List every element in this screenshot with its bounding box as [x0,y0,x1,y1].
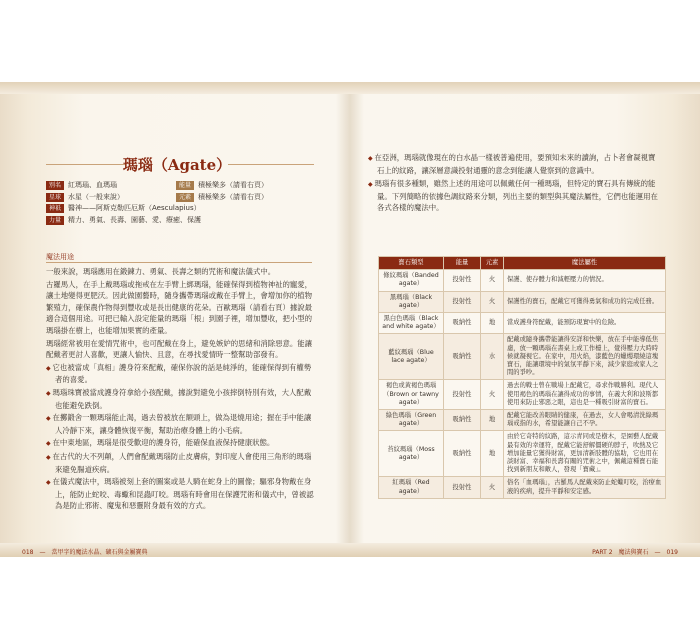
table-cell: 投射性 [444,270,481,291]
table-cell: 投射性 [444,477,481,498]
table-cell: 保護、使存體力和減輕壓力的情況。 [504,270,666,291]
table-cell: 投射性 [444,380,481,410]
table-row [379,291,666,312]
table-row [379,334,666,380]
right-body-text [368,152,660,216]
agate-types-table [378,256,666,499]
table-cell: 條紋瑪瑙（Banded agate） [379,270,444,291]
meta-value: 積極樂多（請看右頁） [198,192,269,201]
paragraph: ◆ 在儀式魔法中，瑪瑙被刻上套的圖案或是人騎在蛇身上的圖像；驅邪身物戴在身上，能防止蛇咬、毒蠍和昆蟲叮咬。瑪瑙有時會用在保護咒術和儀式中，曾被認為是防止邪術、魔鬼和惡靈附身最有效的方式。 [46,476,314,512]
meta-tag: 別名 [46,181,64,190]
table-cell: 黑瑪瑙（Black agate） [379,291,444,312]
paragraph: ◆ 瑪瑙有很多種類，雖然上述的用途可以佩戴任何一種瑪瑙，但特定的寶石具有傳統的能量。下列簡略的依據色調紋路來分類，列出主要的類型與其魔法屬性，它們也能運用在各式各樣的魔法中。 [368,178,660,214]
stone-meta [46,180,316,226]
table-row [379,477,666,498]
table-cell: 褐色或黃褐色瑪瑙（Brown or tawny agate） [379,380,444,410]
meta-value: 醫神——阿斯克勒匹厄斯（Aesculapius） [68,204,201,212]
paragraph: ◆ 它也被當成「真相」護身符來配戴，確保你說的話是純淨的，能確保得到有權勢者的喜愛。 [46,362,314,386]
meta-tag: 元素 [176,193,194,202]
table-header-cell: 元素 [481,257,504,270]
left-footer: 018 — 當甲字的魔法水晶、礦石與金屬寶典 [22,549,148,556]
paragraph: 古羅馬人，在手上戴瑪瑙或拖戒在左手臂上綁瑪瑙，能確保得到植物神祉的寵愛，讓土地變得更肥沃。因此做園藝時，隨身攜帶瑪瑙或戴在手臂上，會增加你的植物繁殖力，確保農作物得到豐收或是長出健康的花朵。百歐瑪瑙（請看右頁）據說最適合這個用途。可把已輸入設定能量的瑪瑙「根」到園子裡，增加豐收，把小型的瑪瑙掛在樹上，也能增加果實的產量。 [46,279,313,335]
meta-value: 積極樂多（請看右頁） [198,181,269,189]
table-header-row [379,257,666,270]
table-header-cell: 魔法屬性 [504,257,666,270]
table-row [379,270,666,291]
table-cell: 投射性 [444,291,481,312]
meta-value: 紅瑪瑙、血瑪瑙 [68,181,118,189]
right-footer: PART 2 魔法與寶石 — 019 [592,549,678,556]
table-cell: 水 [481,334,504,380]
paragraph: 瑪瑙經常被用在愛情咒術中，也可配戴在身上，避免嫉妒的思緒和消除惡意。能讓配戴者更討人喜歡，更讓人愉快、且意，在尋找愛情時一整幫助部發有。 [46,338,313,360]
table-cell: 吸納性 [444,431,481,477]
table-cell: 藍紋瑪瑙（Blue lace agate） [379,334,444,380]
meta-value: 精力、勇氣、長壽、園藝、愛、療癒、保護 [68,215,202,224]
table-cell: 吸納性 [444,334,481,380]
table-header-cell: 能量 [444,257,481,270]
paragraph: ◆ 在古代的大不列顛，人們會配戴瑪瑙防止皮膚病，對印度人會使用三角形的瑪瑙來避免腸道疾病。 [46,451,314,475]
table-cell: 吸納性 [444,313,481,334]
table-cell: 火 [481,477,504,498]
table-cell: 苔紋瑪瑙（Moss agate） [379,431,444,477]
paragraph: ◆ 在中東地區，瑪瑙是很受歡迎的護身符，能確保血液保持健康狀態。 [46,437,314,450]
section-rule [46,262,312,263]
page-title: 瑪瑙（Agate） [122,156,232,174]
table-cell: 配戴或隨身攜帶能讓得安詳和快樂，放在手中能導低焦慮，放一顆瑪瑙在書桌上或工作檯上，覺得壓力大時時候就凝視它。在家中，用火焰，漆藍色的蠟燭環繞這塊寶石，能讓環境中的氣氛平靜下來，減少家庭或家人之間的爭吵。 [504,334,666,380]
meta-row [46,180,316,192]
paragraph: ◆ 在亞洲，瑪瑙就像現在的白水晶一樣被普遍使用，要預知未來的讀詢，占卜者會凝視寶石上的紋路，讓深層意識投射通靈的意念到能讓人覺察到的意識中。 [368,152,660,176]
paragraph: ◆ 在擲鍛舍一顆瑪瑙能止渴，過去曾被放在額頭上，做為退燒用途；握在手中能讓人冷靜下來，讓身體恢復平衡，幫助治療身體上的小毛病。 [46,412,314,436]
meta-tag: 神祇 [46,204,64,213]
book-spread [0,82,700,557]
meta-value: 水星（一般來說） [68,192,125,201]
table-row [379,313,666,334]
table-cell: 火 [481,291,504,312]
left-page [22,102,332,556]
meta-tag: 力量 [46,216,64,225]
table-cell: 地 [481,431,504,477]
right-page [368,102,678,556]
paragraph: 一般來說，瑪瑙應用在鍛鍊力、勇氣、長壽之類的咒術和魔法儀式中。 [46,267,276,276]
table-row [379,410,666,431]
meta-row [46,192,316,204]
table-cell: 過去的戰士曾在戰場上配戴它，尋求作戰勝利。現代人使用褐色的瑪瑙在讓得成功的事情，在義大利和波斯都使用來防止邪惡之眼，這也是一種吸引財富的寶石。 [504,380,666,410]
table-cell: 保護性的寶石，配戴它可獲得勇氣和成功的完成任務。 [504,291,666,312]
table-cell: 綠色瑪瑙（Green agate） [379,410,444,431]
meta-row [46,215,316,227]
table-cell: 吸納性 [444,410,481,431]
table-cell: 當成護身符配戴，能預防現實中的危險。 [504,313,666,334]
table-cell: 由於它奇特的紋路，這示青同或是樹木，是園藝人配戴最有效的幸運符，配戴它能舒解僵硬的脖子，吹熱及它增加能量它獲得財富，更加清新肢體的協助，它也用在談財富、幸福和長壽有關的咒術之中，佩戴這種寶石能找到新朋友和敵人，發現「寶藏」。 [504,431,666,477]
table-cell: 火 [481,270,504,291]
scroll-top-edge [0,82,700,94]
section-label: 魔法用途 [46,253,74,261]
meta-row [46,203,316,215]
table-cell: 火 [481,380,504,410]
table-cell: 地 [481,410,504,431]
paragraph: ◆ 瑪瑙珠寶被當成護身符拿給小孩配戴，據說對避免小孩摔倒特別有效，大人配戴也能避免跌倒。 [46,387,314,411]
table-row [379,380,666,410]
meta-tag: 星球 [46,193,64,202]
table-cell: 配戴它能改善眼睛的健康，在過去，女人會喝清洗綠瑪瑙戒指的水，希望能讓自己不孕。 [504,410,666,431]
table-cell: 紅瑪瑙（Red agate） [379,477,444,498]
table-header-cell: 寶石類型 [379,257,444,270]
table-row [379,431,666,477]
meta-tag: 能量 [176,181,194,190]
table-cell: 俗名「血瑪瑙」，古羅馬人配戴來防止蛇蠍叮咬，治療血液的疾病，提升平靜和安定感。 [504,477,666,498]
table-cell: 黑白色瑪瑙（Black and white agate） [379,313,444,334]
table-cell: 地 [481,313,504,334]
left-body-text [46,266,314,513]
